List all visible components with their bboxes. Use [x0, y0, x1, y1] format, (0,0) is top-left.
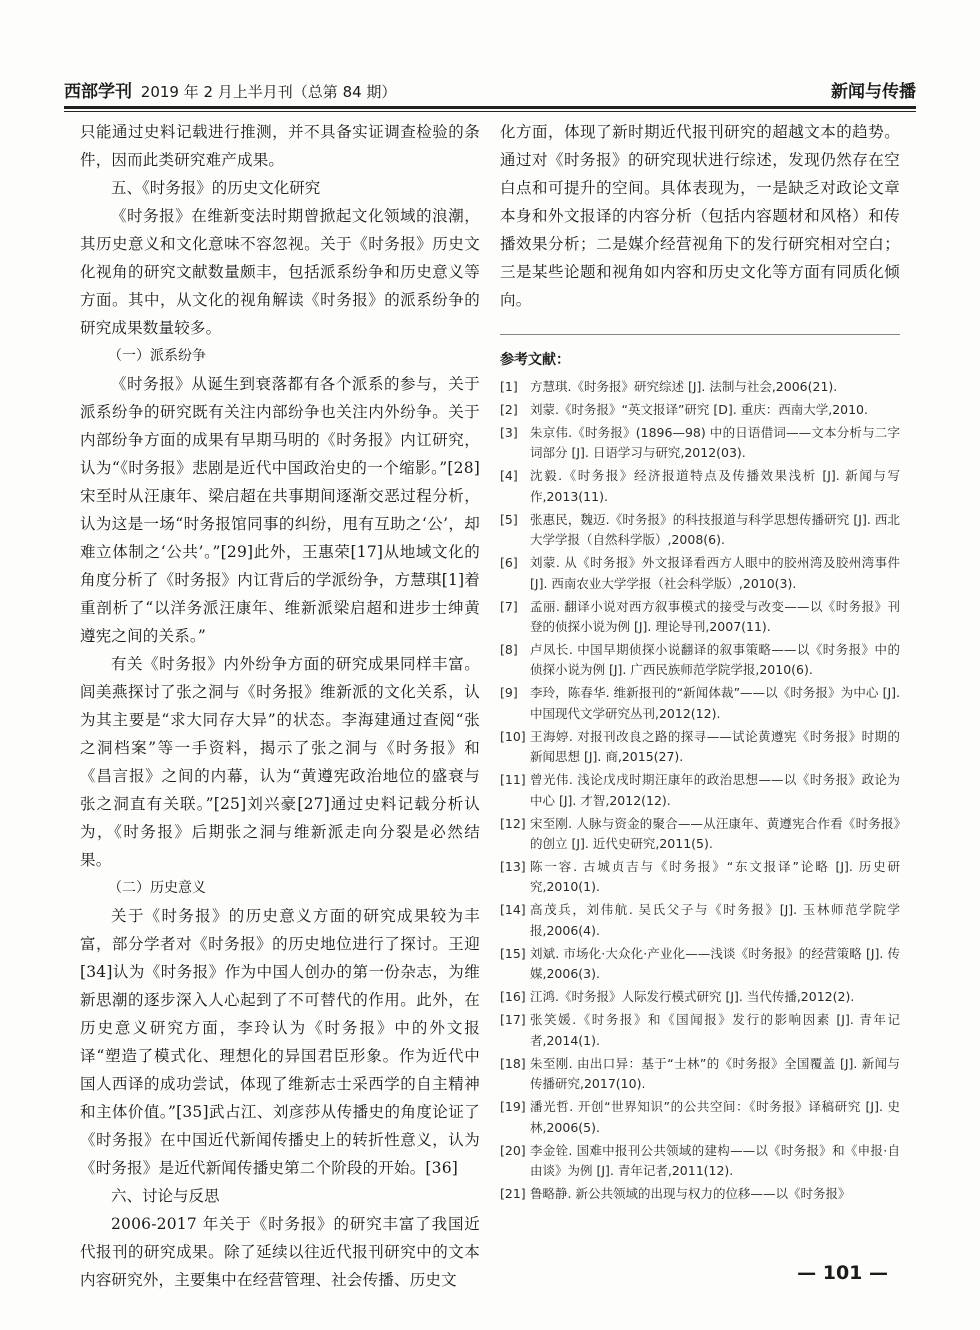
reference-item: [500, 814, 900, 855]
reference-item: [500, 466, 900, 507]
reference-number: [11]: [500, 772, 526, 788]
reference-number: [6]: [500, 555, 518, 571]
reference-item: [500, 987, 900, 1007]
reference-number: [19]: [500, 1099, 526, 1115]
paragraph: 关于《时务报》的历史意义方面的研究成果较为丰富，部分学者对《时务报》的历史地位进行了探讨。王迎[34]认为《时务报》作为中国人创办的第一份杂志，为维新思潮的逐步深入人心起到了不可替代的作用。此外，在历史意义研究方面，李玲认为《时务报》中的外文报译“塑造了模式化、理想化的异国君臣形象。作为近代中国人西译的成功尝试，体现了维新志士采西学的自主精神和主体价值。”[35]武占江、刘彦莎从传播史的角度论证了《时务报》在中国近代新闻传播史上的转折性意义，认为《时务报》是近代新闻传播史第二个阶段的开始。[36]: [80, 907, 480, 1177]
reference-number: [21]: [500, 1185, 526, 1201]
reference-text: 沈毅.《时务报》经济报道特点及传播效果浅析 [J]. 新闻与写作,2013(11).: [530, 468, 900, 504]
reference-text: 鲁略静. 新公共领域的出现与权力的位移——以《时务报》: [530, 1185, 851, 1201]
reference-text: 李玲，陈春华. 维新报刊的“新闻体裁”——以《时务报》为中心 [J]. 中国现代文学研究丛刊,2012(12).: [530, 685, 900, 721]
reference-item: [500, 597, 900, 638]
section-heading: 五、《时务报》的历史文化研究: [111, 179, 321, 197]
header-rule-thin: [64, 111, 916, 112]
reference-number: [17]: [500, 1012, 526, 1028]
section-heading: 六、讨论与反思: [111, 1187, 220, 1205]
reference-item: [500, 640, 900, 681]
references-list: [500, 377, 900, 1204]
issue-info: 2019 年 2 月上半月刊（总第 84 期）: [140, 83, 397, 101]
reference-text: 王海婷. 对报刊改良之路的探寻——试论黄遵宪《时务报》时期的新闻思想 [J]. 商,2015(27).: [530, 728, 900, 765]
reference-item: [500, 510, 900, 551]
reference-text: 陈一容. 古城贞吉与《时务报》“东文报译”论略 [J]. 历史研究,2010(1).: [530, 859, 900, 895]
reference-text: 江鸿.《时务报》人际发行模式研究 [J]. 当代传播,2012(2).: [530, 989, 855, 1005]
paragraph: 有关《时务报》内外纷争方面的研究成果同样丰富。闾美燕探讨了张之洞与《时务报》维新派的文化关系，认为其主要是“求大同存大异”的状态。李海建通过查阅“张之洞档案”等一手资料，揭示了张之洞与《时务报》和《昌言报》之间的内幕，认为“黄遵宪政治地位的盛衰与张之洞直有关联。”[25]刘兴豪[27]通过史料记载分析认为，《时务报》后期张之洞与维新派走向分裂是必然结果。: [80, 655, 480, 869]
reference-number: [7]: [500, 598, 518, 614]
reference-number: [2]: [500, 402, 518, 417]
reference-text: 卢凤长. 中国早期侦探小说翻译的叙事策略——以《时务报》中的侦探小说为例 [J]. 广西民族师范学院学报,2010(6).: [530, 642, 900, 678]
reference-item: [500, 1141, 900, 1182]
reference-text: 潘光哲. 开创“世界知识”的公共空间：《时务报》译稿研究 [J]. 史林,2006(5).: [530, 1099, 900, 1135]
reference-item: [500, 1097, 900, 1138]
subsection-heading: （二）历史意义: [108, 880, 206, 896]
reference-number: [16]: [500, 989, 526, 1005]
reference-number: [9]: [500, 685, 518, 701]
reference-item: [500, 770, 900, 811]
reference-item: [500, 683, 900, 724]
reference-item: [500, 944, 900, 985]
reference-text: 高茂兵，刘伟航. 吴氏父子与《时务报》[J]. 玉林师范学院学报,2006(4).: [530, 902, 900, 938]
reference-item: [500, 900, 900, 941]
reference-item: [500, 423, 900, 464]
reference-text: 宋至刚. 人脉与资金的聚合——从汪康年、黄遵宪合作看《时务报》的创立 [J]. 近代史研究,2011(5).: [530, 815, 900, 852]
paragraph: 化方面，体现了新时期近代报刊研究的超越文本的趋势。通过对《时务报》的研究现状进行综述，发现仍然存在空白点和可提升的空间。具体表现为，一是缺乏对政论文章本身和外文报译的内容分析（包括内容题材和风格）和传播效果分析；二是媒介经营视角下的发行研究相对空白；三是某些论题和视角如内容和历史文化等方面有同质化倾向。: [500, 123, 900, 309]
reference-text: 孟丽. 翻译小说对西方叙事模式的接受与改变——以《时务报》刊登的侦探小说为例 [J]. 理论导刊,2007(11).: [530, 598, 900, 635]
reference-text: 曾光伟. 浅论戊戌时期汪康年的政治思想——以《时务报》政论为中心 [J]. 才智,2012(12).: [530, 772, 900, 808]
reference-text: 方慧琪.《时务报》研究综述 [J]. 法制与社会,2006(21).: [530, 379, 838, 394]
reference-number: [12]: [500, 815, 526, 831]
journal-name: 西部学刊: [64, 82, 132, 102]
subsection-heading: （一）派系纷争: [108, 348, 206, 364]
reference-number: [5]: [500, 511, 518, 527]
reference-text: 刘斌. 市场化·大众化·产业化——浅谈《时务报》的经营策略 [J]. 传媒,2006(3).: [530, 945, 900, 982]
reference-text: 朱京伟.《时务报》(1896—98) 中的日语借词——文本分析与二字词部分 [J]. 日语学习与研究,2012(03).: [530, 425, 900, 461]
running-header: [64, 74, 916, 102]
reference-text: 刘蒙.《时务报》“英文报译”研究 [D]. 重庆：西南大学,2010.: [530, 402, 868, 417]
paragraph: 《时务报》在维新变法时期曾掀起文化领域的浪潮，其历史意义和文化意味不容忽视。关于《时务报》历史文化视角的研究文献数量颇丰，包括派系纷争和历史意义等方面。其中，从文化的视角解读《时务报》的派系纷争的研究成果数量较多。: [80, 207, 480, 337]
right-column: [500, 118, 900, 1207]
reference-text: 朱至刚. 由出口异：基于“士林”的《时务报》全国覆盖 [J]. 新闻与传播研究,2017(10).: [530, 1055, 900, 1092]
reference-number: [18]: [500, 1055, 526, 1071]
header-rule: [64, 106, 916, 109]
reference-number: [20]: [500, 1142, 526, 1158]
reference-number: [4]: [500, 468, 518, 484]
reference-number: [8]: [500, 642, 518, 658]
reference-item: [500, 377, 900, 397]
reference-item: [500, 1010, 900, 1051]
reference-number: [3]: [500, 425, 518, 440]
reference-item: [500, 727, 900, 768]
reference-item: [500, 1184, 900, 1204]
reference-text: 李金铨. 国难中报刊公共领域的建构——以《时务报》和《申报·自由谈》为例 [J]. 青年记者,2011(12).: [530, 1142, 900, 1178]
reference-number: [13]: [500, 859, 526, 875]
reference-number: [15]: [500, 945, 526, 961]
reference-text: 刘蒙. 从《时务报》外文报译看西方人眼中的胶州湾及胶州湾事件 [J]. 西南农业大学学报（社会科学版）,2010(3).: [530, 555, 900, 591]
reference-item: [500, 553, 900, 594]
reference-item: [500, 1054, 900, 1095]
reference-item: [500, 857, 900, 898]
section-name: 新闻与传播: [831, 82, 916, 102]
page-number: — 101 —: [797, 1262, 888, 1284]
reference-item: [500, 400, 900, 420]
left-column: [80, 118, 480, 1294]
reference-number: [10]: [500, 728, 526, 744]
paragraph: 《时务报》从诞生到衰落都有各个派系的参与，关于派系纷争的研究既有关注内部纷争也关注内外纷争。关于内部纷争方面的成果有早期马明的《时务报》内讧研究，认为“《时务报》悲剧是近代中国政治史的一个缩影。”[28]宋至时从汪康年、梁启超在共事期间逐渐交恶过程分析，认为这是一场“时务报馆同事的纠纷，甩有互助之‘公’，却难立体制之‘公共’。”[29]此外，王惠荣[17]从地域文化的角度分析了《时务报》内讧背后的学派纷争，方慧琪[1]着重剖析了“以洋务派汪康年、维新派梁启超和进步士绅黄遵宪之间的关系。”: [80, 375, 480, 645]
paragraph: 2006-2017 年关于《时务报》的研究丰富了我国近代报刊的研究成果。除了延续以往近代报刊研究中的文本内容研究外，主要集中在经营管理、社会传播、历史文: [80, 1215, 480, 1289]
reference-text: 张笑媛.《时务报》和《国闻报》发行的影响因素 [J]. 青年记者,2014(1).: [530, 1012, 900, 1048]
references-title: 参考文献：: [500, 352, 570, 368]
reference-text: 张惠民，魏迈.《时务报》的科技报道与科学思想传播研究 [J]. 西北大学学报（自然科学版）,2008(6).: [530, 511, 900, 548]
reference-number: [14]: [500, 902, 526, 918]
paragraph: 只能通过史料记载进行推测，并不具备实证调查检验的条件，因而此类研究难产成果。: [80, 123, 480, 169]
references-divider: [500, 334, 900, 335]
header-left: [64, 77, 396, 102]
reference-number: [1]: [500, 379, 518, 394]
